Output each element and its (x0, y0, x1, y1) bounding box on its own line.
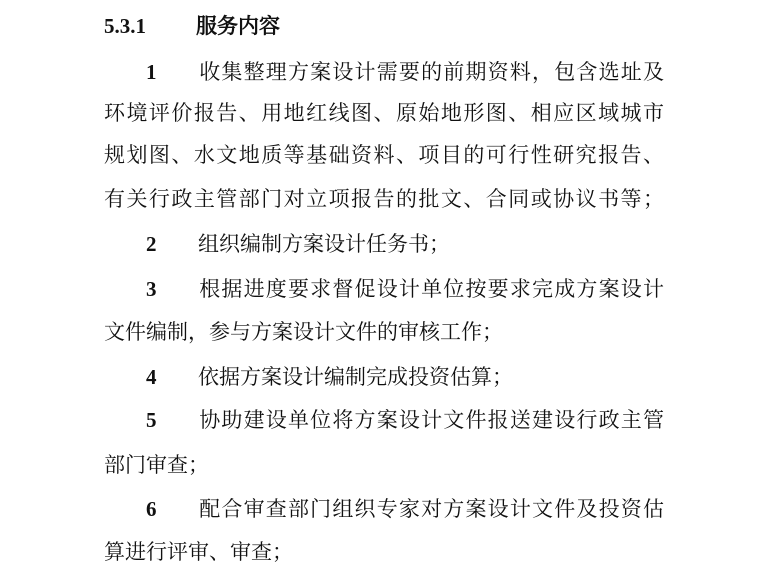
item-text: 组织编制方案设计任务书； (198, 232, 450, 256)
item-text: 协助建设单位将方案设计文件报送建设行政主管 (198, 408, 664, 432)
item-3-line-2: 文件编制，参与方案设计文件的审核工作； (104, 320, 503, 344)
item-2-line-1 (146, 222, 664, 266)
item-number: 4 (146, 365, 157, 389)
item-text: 根据进度要求督促设计单位按要求完成方案设计 (198, 277, 664, 301)
section-heading (104, 6, 280, 46)
item-4-line-1 (146, 355, 664, 399)
item-number: 6 (146, 497, 157, 521)
item-text: 收集整理方案设计需要的前期资料，包含选址及 (198, 60, 664, 84)
item-5-line-2: 部门审查； (104, 453, 209, 477)
item-number: 5 (146, 408, 157, 432)
item-6-line-2: 算进行评审、审查； (104, 540, 293, 564)
item-text: 依据方案设计编制完成投资估算； (198, 365, 513, 389)
section-number: 5.3.1 (104, 14, 146, 38)
section-title: 服务内容 (196, 13, 280, 38)
item-1-line-2: 环境评价报告、用地红线图、原始地形图、相应区域城市 (104, 101, 664, 125)
item-1-line-1 (146, 50, 664, 94)
item-number: 3 (146, 277, 157, 301)
item-number: 1 (146, 60, 157, 84)
item-6-line-1 (146, 487, 664, 531)
item-3-line-1 (146, 267, 664, 311)
item-5-line-1 (146, 398, 664, 442)
item-number: 2 (146, 232, 157, 256)
item-1-line-4: 有关行政主管部门对立项报告的批文、合同或协议书等； (104, 187, 664, 211)
item-text: 配合审查部门组织专家对方案设计文件及投资估 (198, 497, 664, 521)
item-1-line-3: 规划图、水文地质等基础资料、项目的可行性研究报告、 (104, 143, 664, 167)
